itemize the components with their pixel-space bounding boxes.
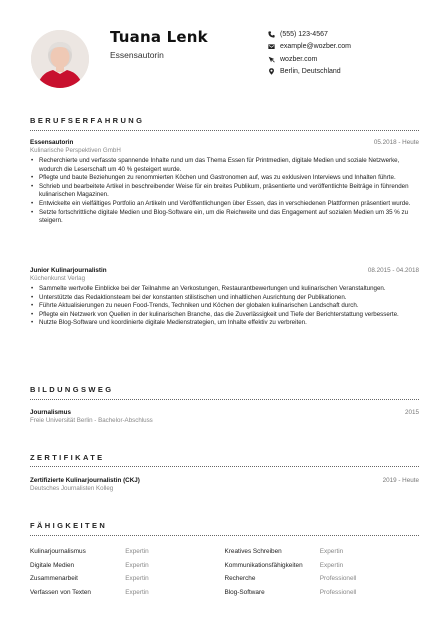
job-bullet: • Pflegte ein Netzwerk von Quellen in der kulinarischen Branche, das die Zuverlässigkeit und Tiefe der Berichterstattung verbesserte. [30,311,419,320]
section-divider [30,130,419,131]
certificate-issuer: Deutsches Journalisten Kolleg [30,485,114,492]
certificate-name: Zertifizierte Kulinarjournalistin (CKJ) [30,477,140,484]
job-entry [30,267,419,328]
section-title-experience: BERUFSERFAHRUNG [30,116,145,125]
job-entry [30,139,419,226]
mail-icon [268,43,280,50]
contact-location-text: Berlin, Deutschland [280,68,341,76]
skill-row [30,559,419,573]
contact-email-text[interactable]: example@wozber.com [280,43,351,51]
skill-level: Expertin [125,589,149,597]
contact-website [268,53,351,66]
contact-email [268,41,351,54]
phone-icon [268,31,280,38]
job-title: Essensautorin [30,139,74,146]
skill-name: Recherche [224,575,256,583]
contact-location [268,66,351,79]
skills-grid [30,545,419,599]
contact-phone-text: (555) 123-4567 [280,30,328,38]
skill-name: Digitale Medien [30,561,75,569]
link-icon [268,56,280,63]
job-bullet: • Führte Aktualisierungen zu neuen Food-Trends, Techniken und Köchen der globalen kulinarischen Landschaft durch. [30,302,419,311]
job-company: Küchenkunst Verlag [30,275,86,282]
education-date: 2015 [404,409,419,416]
skill-level: Expertin [125,575,149,583]
section-title-education: BILDUNGSWEG [30,385,114,394]
skill-row [30,586,419,600]
skill-level: Expertin [125,561,149,569]
job-bullet: • Schrieb und bearbeitete Artikel in beschreibender Weise für ein breites Publikum, präsentierte und veröffentlichte Beiträge in führenden kulinarischen Magazinen. [30,183,419,200]
skill-name: Zusammenarbeit [30,575,78,583]
location-pin-icon [268,68,280,75]
section-divider [30,466,419,467]
job-title: Junior Kulinarjournalistin [30,267,107,274]
skill-name: Verfassen von Texten [30,589,91,597]
contact-list [268,28,351,78]
skill-level: Expertin [125,548,149,556]
education-entry [30,409,419,424]
skill-name: Kreatives Schreiben [224,548,282,556]
job-bullet: • Unterstützte das Redaktionsteam bei der konstanten stilistischen und inhaltlichen Ausrichtung der Publikationen. [30,294,419,303]
skill-name: Blog-Software [224,589,265,597]
certificate-date: 2019 - Heute [382,477,419,484]
skill-level: Professionell [319,589,357,597]
job-bullet: • Setzte fortschrittliche digitale Medien und Blog-Software ein, um die Reichweite und das Engagement auf sozialen Medien um 35 % zu steigern. [30,209,419,226]
skill-name: Kommunikationsfähigkeiten [224,561,303,569]
job-bullet: • Entwickelte ein vielfältiges Portfolio an Artikeln und Veröffentlichungen über Essen, das in verschiedenen Plattformen präsentiert wurde. [30,200,419,209]
skill-name: Kulinarjournalismus [30,548,86,556]
skill-row [30,572,419,586]
job-bullets [30,285,419,328]
contact-phone [268,28,351,41]
education-school: Freie Universität Berlin - Bachelor-Abschluss [30,417,153,424]
section-title-skills: FÄHIGKEITEN [30,521,108,530]
job-bullet: • Nutzte Blog-Software und koordinierte digitale Medienstrategien, um Inhalte effektiv zu verbreiten. [30,319,419,328]
candidate-role: Essensautorin [110,50,164,60]
section-divider [30,399,419,400]
certificate-entry [30,477,419,492]
job-bullet: • Sammelte wertvolle Einblicke bei der Teilnahme an Verkostungen, Restaurantbewertungen und kulinarischen Veranstaltungen. [30,285,419,294]
job-date: 08.2015 - 04.2018 [367,267,419,274]
profile-photo [31,30,89,88]
section-title-certificates: ZERTIFIKATE [30,453,105,462]
skill-level: Professionell [319,575,357,583]
job-bullet: • Pflegte und baute Beziehungen zu renommierten Köchen und Gastronomen auf, was zu exklusiven Interviews und Inhalten führte. [30,174,419,183]
contact-website-text[interactable]: wozber.com [280,55,318,63]
skill-row [30,545,419,559]
skill-level: Expertin [319,561,344,569]
avatar [31,30,89,88]
section-divider [30,535,419,536]
job-company: Kulinarische Perspektiven GmbH [30,147,121,154]
job-bullets [30,157,419,226]
education-degree: Journalismus [30,409,71,416]
job-date: 05.2018 - Heute [373,139,419,146]
candidate-name: Tuana Lenk [110,28,208,46]
job-bullet: • Recherchierte und verfasste spannende Inhalte rund um das Thema Essen für Printmedien, digitale Medien und soziale Netzwerke, wodurch die Leserschaft um 40 % gesteigert wurde. [30,157,419,174]
skill-level: Expertin [319,548,344,556]
